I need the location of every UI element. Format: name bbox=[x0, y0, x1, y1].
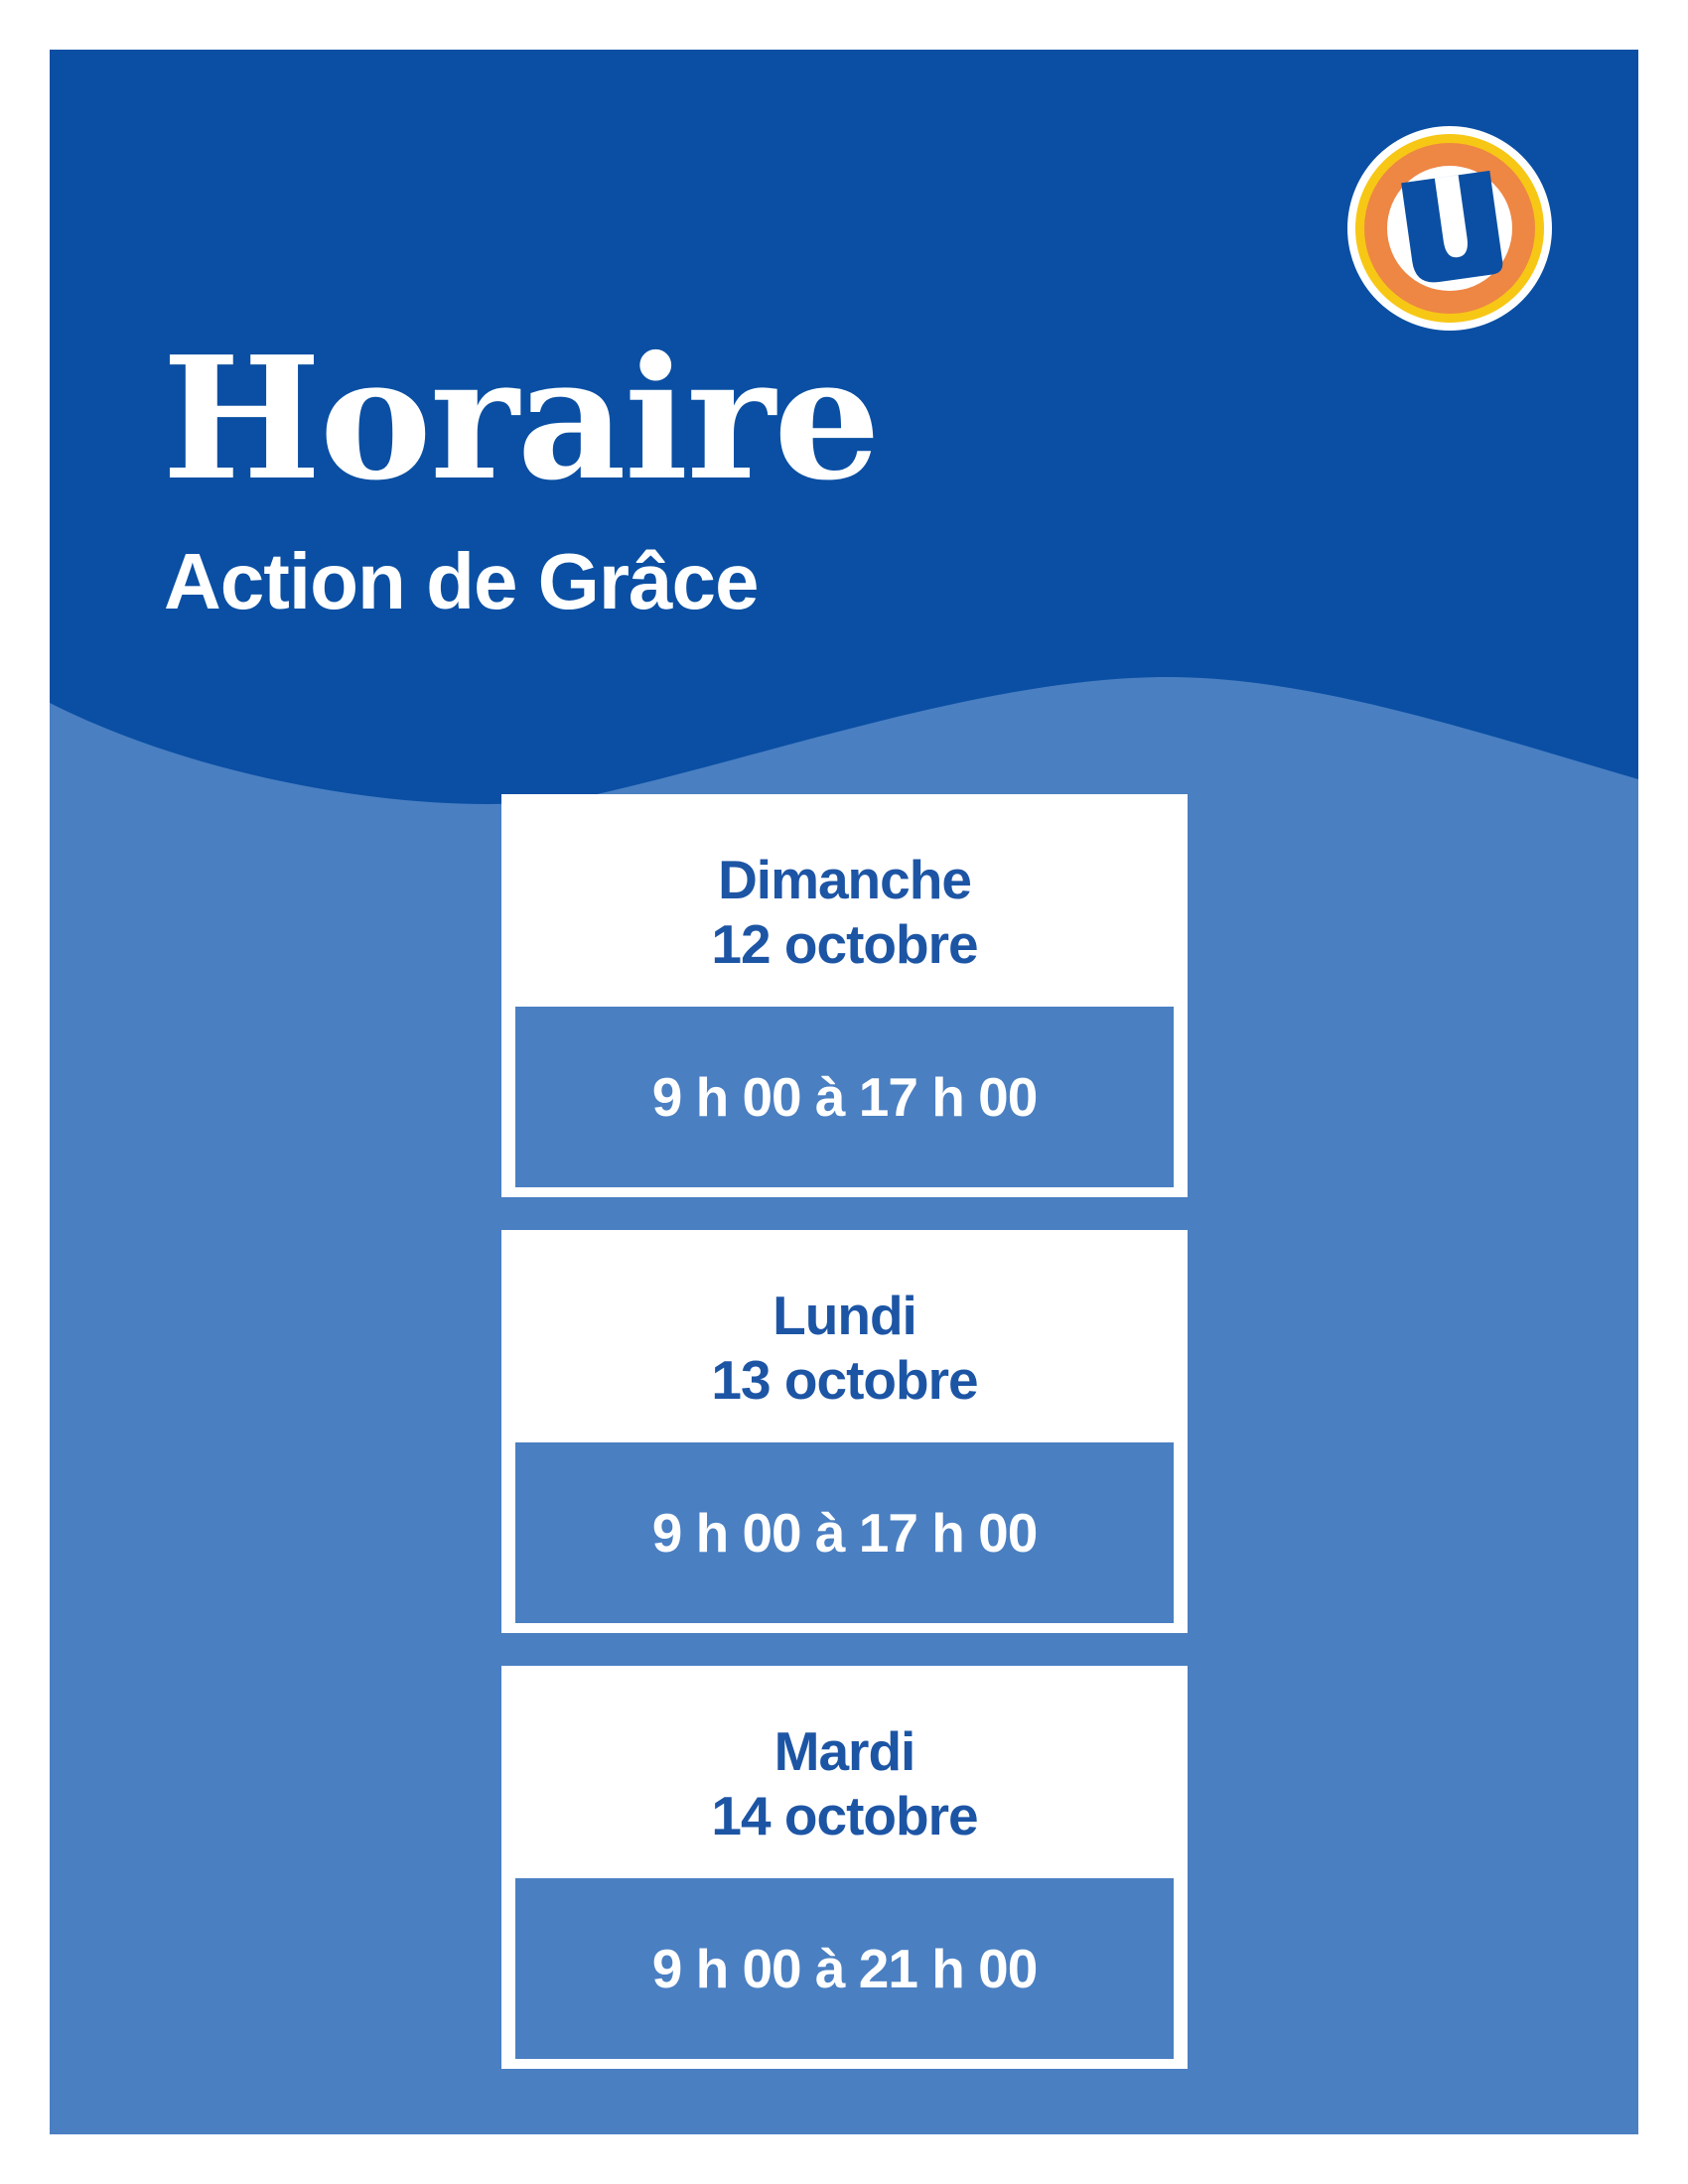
schedule-list bbox=[501, 794, 1188, 2102]
page-subtitle: Action de Grâce bbox=[164, 537, 759, 625]
card-hours-box bbox=[515, 1878, 1174, 2059]
card-day-label: Lundi bbox=[773, 1285, 916, 1346]
logo-u-icon bbox=[1338, 117, 1561, 340]
logo-u-badge bbox=[1338, 117, 1561, 340]
card-date-label: 12 octobre bbox=[711, 913, 978, 975]
card-day-label: Dimanche bbox=[718, 849, 971, 910]
card-head bbox=[501, 1284, 1188, 1413]
schedule-card bbox=[501, 1230, 1188, 1633]
card-hours-label: 9 h 00 à 17 h 00 bbox=[651, 1502, 1038, 1564]
card-date-label: 13 octobre bbox=[711, 1349, 978, 1411]
poster-body bbox=[50, 50, 1638, 2134]
card-day-label: Mardi bbox=[774, 1720, 915, 1782]
schedule-card bbox=[501, 1666, 1188, 2069]
schedule-card bbox=[501, 794, 1188, 1197]
card-hours-label: 9 h 00 à 17 h 00 bbox=[651, 1066, 1038, 1128]
card-head bbox=[501, 848, 1188, 977]
card-head bbox=[501, 1719, 1188, 1848]
card-date-label: 14 octobre bbox=[711, 1785, 978, 1846]
card-hours-box bbox=[515, 1007, 1174, 1187]
card-hours-label: 9 h 00 à 21 h 00 bbox=[651, 1938, 1038, 1999]
card-hours-box bbox=[515, 1442, 1174, 1623]
page-title: Horaire bbox=[162, 320, 880, 518]
